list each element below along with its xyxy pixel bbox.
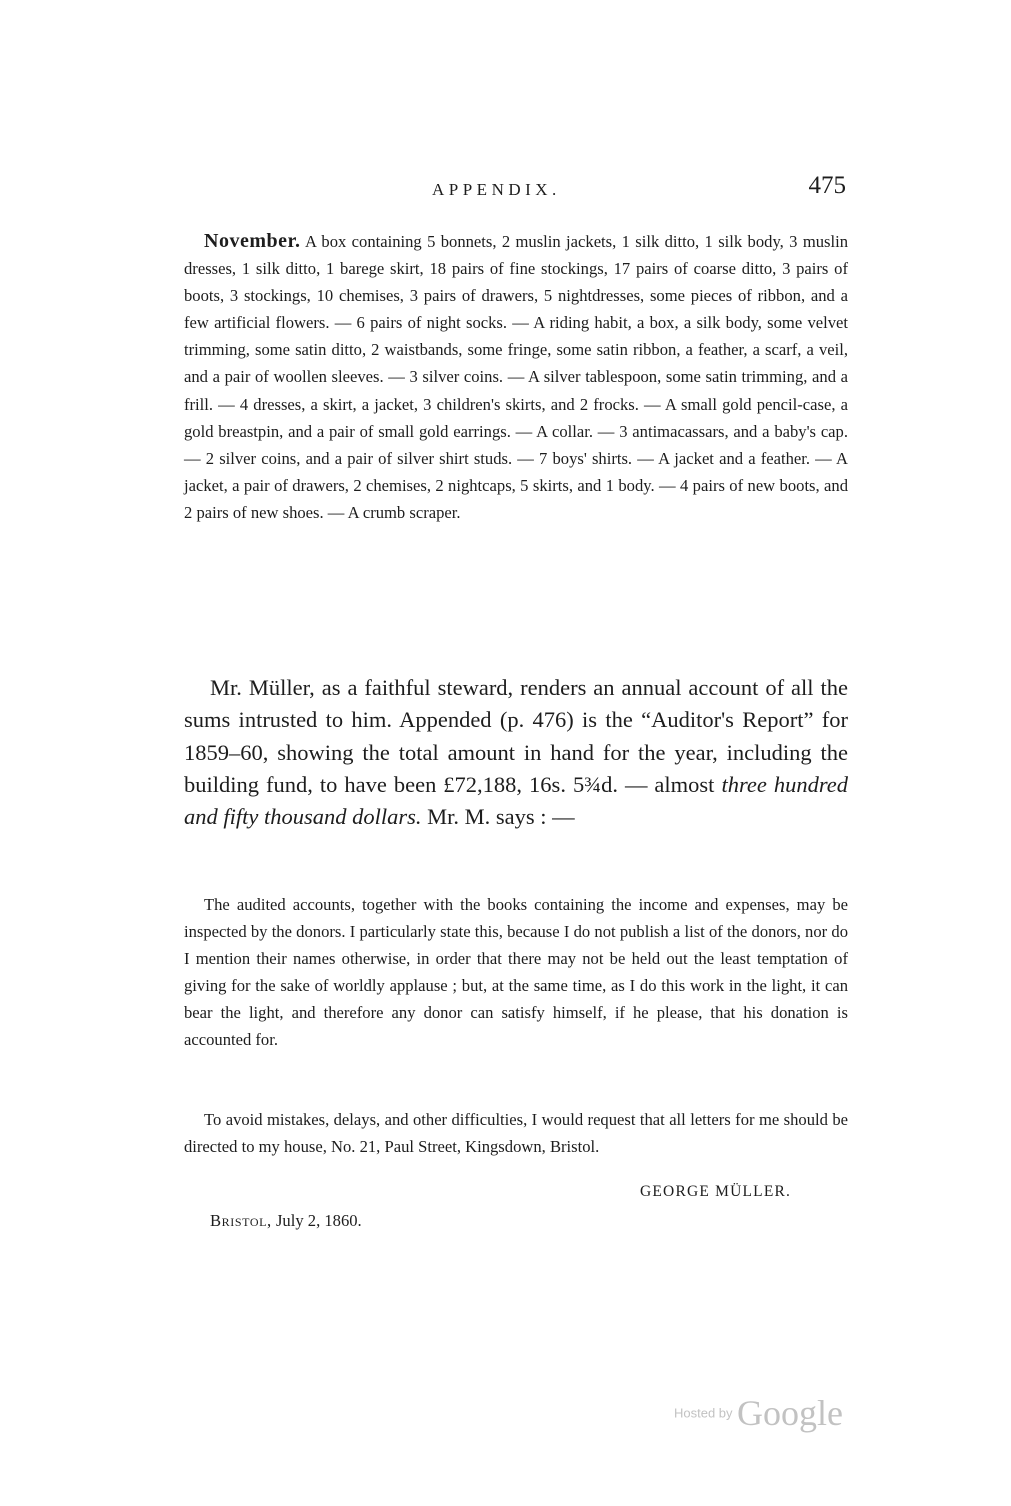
donations-list-text: A box containing 5 bonnets, 2 muslin jackets, 1 silk ditto, 1 silk body, 3 muslin dresses, 1 silk ditto, 1 barege skirt, 18 pairs of fine stockings, 17 pairs of coarse ditto, 3 pairs of boots, 3 stockings, 10 chemises, 3 pairs of drawers, 5 nightdresses, some pieces of ribbon, and a few artificial flowers. — 6 pairs of night socks. — A riding habit, a box, a silk body, some velvet trimming, some satin ditto, 2 waistbands, some fringe, some satin ribbon, a feather, a scarf, a veil, and a pair of woollen sleeves. — 3 silver coins. — A silver tablespoon, some satin trimming, and a frill. — 4 dresses, a skirt, a jacket, 3 children's skirts, and 2 frocks. — A small gold pencil-case, a gold breastpin, and a pair of small gold earrings. — A collar. — 3 antimacassars, and a baby's cap. — 2 silver coins, and a pair of silver shirt studs. — 7 boys' shirts. — A jacket and a feather. — A jacket, a pair of drawers, 2 chemises, 2 nightcaps, 5 skirts, and 1 body. — 4 pairs of new boots, and 2 pairs of new shoes. — A crumb scraper. (184, 232, 849, 522)
quote-paragraph-2: To avoid mistakes, delays, and other difficulties, I would request that all letters for me should be directed to my house, No. 21, Paul Street, Kingsdown, Bristol. (184, 1110, 848, 1157)
running-head: APPENDIX. (432, 180, 561, 199)
month-label: November. (204, 230, 301, 252)
dateline-date: July 2, 1860. (271, 1211, 362, 1230)
signature: GEORGE MÜLLER. (640, 1183, 792, 1200)
november-donations-paragraph (184, 228, 848, 526)
main-text-italic: three hundred and fifty thousand dollars. (184, 771, 848, 830)
main-paragraph (184, 672, 848, 833)
dateline (210, 1211, 362, 1231)
page-number: 475 (808, 172, 846, 199)
hosted-by-google-watermark (674, 1392, 843, 1434)
main-text-part-1: Mr. Müller, as a faithful steward, renders an annual account of all the sums intrusted to him. Appended (p. 476) is the “Auditor's Report” for 1859–60, showing the total amount in hand for the year, including the building fund, to have been £72,188, 16s. 5¾d. — almost (184, 675, 848, 797)
main-text-part-2: Mr. M. says : — (421, 804, 575, 830)
hosted-by-label: Hosted by (674, 1405, 733, 1421)
quote-paragraph-1: The audited accounts, together with the books containing the income and expenses, may be inspected by the donors. I particularly state this, because I do not publish a list of the donors, nor do I mention their names otherwise, in order that there may not be held out the least temptation of giving for the sake of worldly applause ; but, at the same time, as I do this work in the light, it can bear the light, and therefore any donor can satisfy himself, if he please, that his donation is accounted for. (184, 895, 848, 1050)
page-header (186, 172, 848, 208)
dateline-place: Bristol, (210, 1211, 272, 1230)
google-logo: Google (737, 1393, 843, 1433)
